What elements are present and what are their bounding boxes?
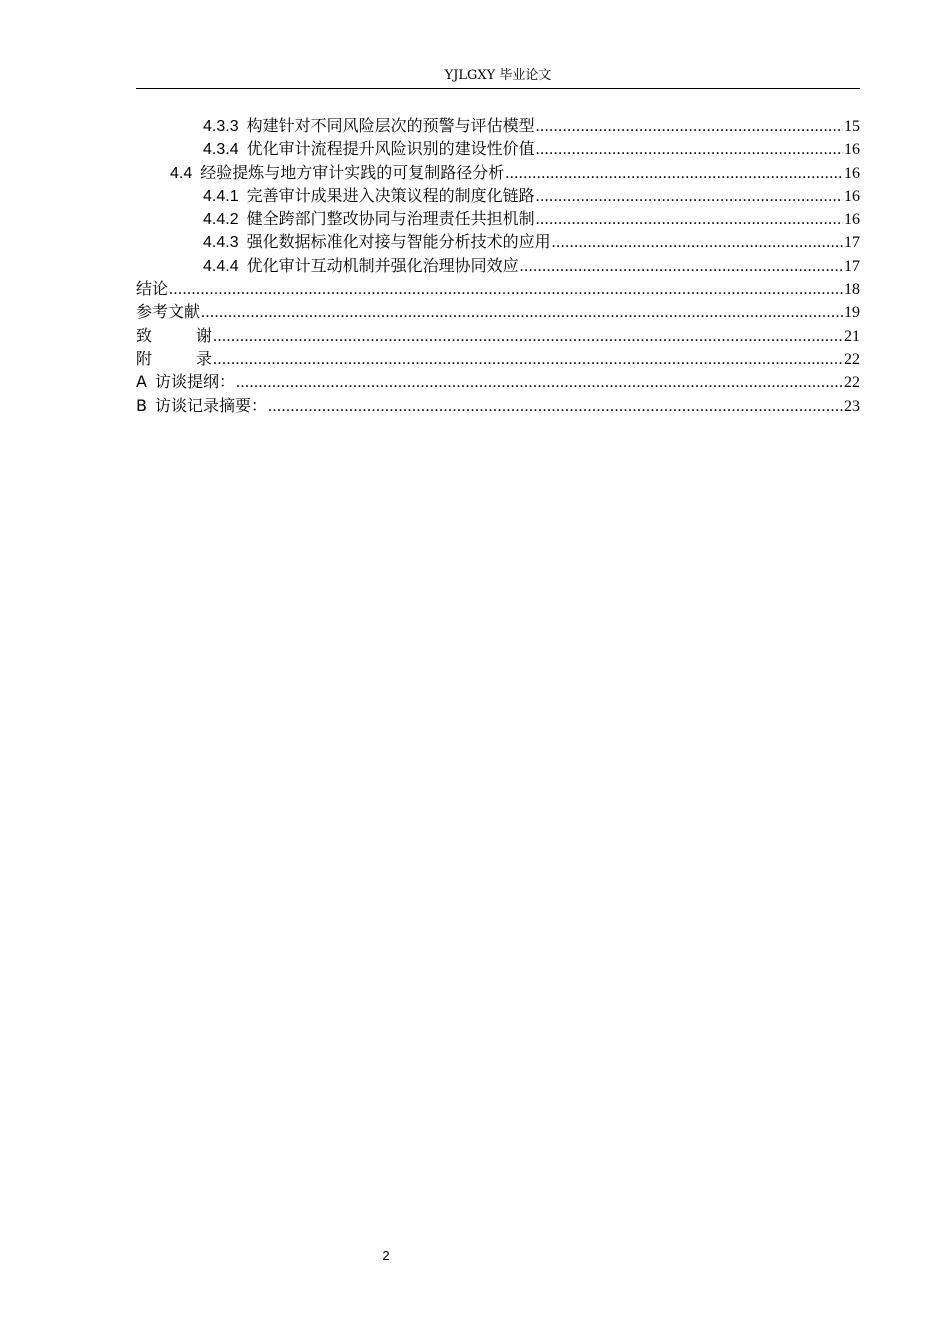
toc-entry[interactable]	[136, 161, 860, 184]
toc-entry-page: 23	[844, 397, 860, 415]
toc-entry-title-char: 录	[195, 348, 212, 368]
toc-dot-leader	[520, 255, 843, 278]
toc-dot-leader	[236, 371, 843, 394]
toc-dot-leader	[169, 278, 843, 301]
toc-entry-title-char: 谢	[195, 325, 212, 345]
toc-entry-title: 优化审计互动机制并强化治理协同效应	[246, 255, 519, 275]
toc-entry-number: 4.4.2	[203, 211, 239, 229]
toc-entry-title: 参考文献	[136, 302, 201, 322]
toc-entry-page: 16	[844, 187, 860, 205]
toc-entry[interactable]	[136, 370, 860, 393]
toc-entry-number: 4.4	[170, 164, 193, 182]
toc-entry[interactable]	[136, 184, 860, 207]
toc-entry-page: 15	[844, 118, 860, 135]
toc-entry-page: 21	[844, 327, 860, 345]
toc-entry-number: 4.4.4	[203, 257, 239, 275]
toc-dot-leader	[201, 301, 843, 324]
toc-entry[interactable]	[136, 394, 860, 417]
toc-entry-title: 访谈记录摘要：	[154, 395, 267, 415]
toc-dot-leader	[536, 115, 843, 138]
toc-dot-leader	[536, 185, 843, 208]
toc-entry[interactable]	[136, 254, 860, 277]
toc-entry-page: 19	[844, 304, 860, 322]
toc-entry-page: 17	[844, 234, 860, 252]
toc-entry[interactable]	[136, 277, 860, 300]
toc-entry-title: 强化数据标准化对接与智能分析技术的应用	[246, 232, 551, 252]
toc-entry-title: 结论	[136, 279, 169, 299]
toc-entry-number: B	[136, 395, 147, 415]
toc-entry-number: 4.4.3	[203, 234, 239, 252]
toc-entry-title: 访谈提纲：	[154, 372, 235, 392]
toc-entry-number: 4.3.3	[203, 118, 239, 135]
toc-entry-page: 16	[844, 164, 860, 182]
toc-entry-title: 健全跨部门整改协同与治理责任共担机制	[246, 209, 535, 229]
toc-entry-page: 18	[844, 281, 860, 299]
toc-entry-title-char: 附	[136, 348, 153, 368]
toc-dot-leader	[268, 395, 843, 418]
toc-entry-page: 17	[844, 257, 860, 275]
toc-dot-leader	[552, 231, 843, 254]
toc-entry[interactable]	[136, 324, 860, 347]
toc-entry-page: 22	[844, 374, 860, 392]
toc-entry-title: 完善审计成果进入决策议程的制度化链路	[246, 185, 535, 205]
page-header: YJLGXY 毕业论文	[136, 66, 860, 89]
toc-entry-number: A	[136, 372, 147, 392]
page-number: 2	[382, 1248, 390, 1263]
toc-entry-title	[136, 324, 212, 347]
table-of-contents	[136, 114, 860, 417]
toc-entry-title: 构建针对不同风险层次的预警与评估模型	[246, 116, 535, 135]
toc-entry-title	[136, 347, 212, 370]
toc-entry-number: 4.4.1	[203, 187, 239, 205]
toc-entry-page: 22	[844, 350, 860, 368]
toc-entry-title: 经验提炼与地方审计实践的可复制路径分析	[200, 162, 505, 182]
toc-dot-leader	[536, 208, 843, 231]
toc-entry-number: 4.3.4	[203, 141, 239, 159]
toc-entry[interactable]	[136, 207, 860, 230]
toc-entry-title-char: 致	[136, 325, 153, 345]
toc-dot-leader	[505, 162, 843, 185]
toc-dot-leader	[213, 348, 843, 371]
toc-dot-leader	[213, 325, 843, 348]
toc-entry[interactable]	[136, 300, 860, 323]
toc-dot-leader	[536, 138, 843, 161]
toc-entry-page: 16	[844, 141, 860, 159]
toc-entry[interactable]	[136, 230, 860, 253]
toc-entry[interactable]	[136, 114, 860, 137]
toc-entry-title: 优化审计流程提升风险识别的建设性价值	[246, 139, 535, 159]
toc-entry[interactable]	[136, 347, 860, 370]
toc-entry[interactable]	[136, 137, 860, 160]
toc-entry-page: 16	[844, 211, 860, 229]
